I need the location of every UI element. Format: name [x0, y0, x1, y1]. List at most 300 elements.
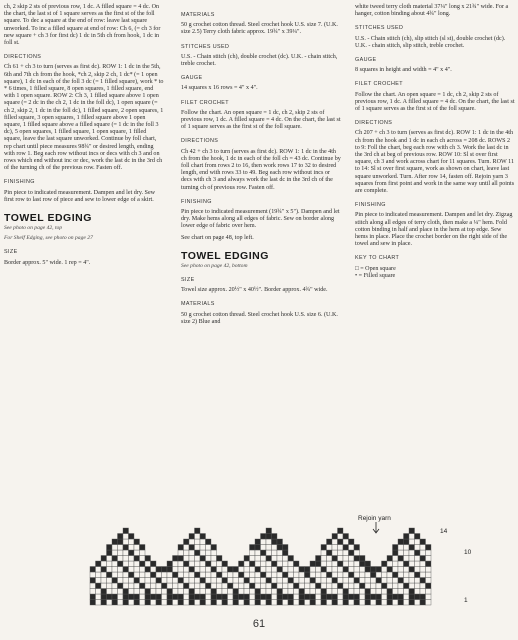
open-square — [299, 572, 305, 578]
filled-square — [134, 539, 140, 545]
open-square — [178, 583, 184, 589]
open-square — [283, 583, 289, 589]
open-square — [118, 589, 124, 595]
filled-square — [376, 600, 382, 606]
open-square — [283, 556, 289, 562]
filled-square — [387, 589, 393, 595]
open-square — [233, 583, 239, 589]
open-square — [261, 561, 267, 567]
open-square — [272, 600, 278, 606]
filled-square — [338, 539, 344, 545]
open-square — [250, 594, 256, 600]
finishing-text: Pin piece to indicated measurement (19¾" x 5"). Dampen and let dry. Make hems along all edges of fabric. Sew on border along lower edge of fabric over hem. — [181, 209, 340, 230]
open-square — [118, 567, 124, 573]
directions-heading: DIRECTIONS — [355, 120, 393, 127]
open-square — [305, 589, 311, 595]
open-square — [266, 550, 272, 556]
page-number: 61 — [252, 618, 266, 630]
open-square — [415, 545, 421, 551]
filled-square — [365, 594, 371, 600]
filled-square — [288, 594, 294, 600]
filled-square — [371, 567, 377, 573]
filled-square — [233, 589, 239, 595]
filled-square — [134, 600, 140, 606]
gauge-text: 8 squares in height and width = 4" x 4". — [355, 67, 452, 74]
filled-square — [371, 572, 377, 578]
open-square — [255, 583, 261, 589]
open-square — [415, 567, 421, 573]
filled-square — [283, 545, 289, 551]
filled-square — [283, 594, 289, 600]
open-square — [217, 567, 223, 573]
filled-square — [277, 589, 283, 595]
filled-square — [195, 528, 201, 534]
open-square — [233, 578, 239, 584]
open-square — [343, 556, 349, 562]
open-square — [255, 572, 261, 578]
filled-square — [310, 578, 316, 584]
open-square — [211, 572, 217, 578]
open-square — [255, 578, 261, 584]
filled-square — [140, 583, 146, 589]
materials-heading: MATERIALS — [181, 301, 215, 308]
open-square — [200, 550, 206, 556]
column-left — [4, 4, 164, 271]
open-square — [321, 550, 327, 556]
open-square — [321, 578, 327, 584]
filled-square — [228, 567, 234, 573]
open-square — [134, 589, 140, 595]
open-square — [283, 600, 289, 606]
open-square — [321, 583, 327, 589]
filled-square — [354, 545, 360, 551]
filled-square — [415, 572, 421, 578]
open-square — [239, 600, 245, 606]
rejoin-yarn-label: Rejoin yarn — [358, 515, 391, 522]
open-square — [371, 583, 377, 589]
open-square — [189, 561, 195, 567]
filled-square — [266, 528, 272, 534]
filled-square — [321, 589, 327, 595]
filled-square — [211, 545, 217, 551]
filled-square — [404, 539, 410, 545]
filled-square — [316, 556, 322, 562]
filled-square — [409, 528, 415, 534]
open-square — [261, 589, 267, 595]
open-square — [349, 545, 355, 551]
open-square — [393, 589, 399, 595]
filled-square — [398, 578, 404, 584]
open-square — [288, 572, 294, 578]
open-square — [420, 567, 426, 573]
filled-square — [349, 594, 355, 600]
filled-square — [426, 583, 432, 589]
filled-square — [222, 594, 228, 600]
open-square — [365, 583, 371, 589]
filled-square — [426, 545, 432, 551]
filled-square — [272, 539, 278, 545]
filled-square — [255, 539, 261, 545]
open-square — [294, 594, 300, 600]
open-square — [343, 583, 349, 589]
open-square — [404, 545, 410, 551]
filled-square — [178, 578, 184, 584]
open-square — [195, 539, 201, 545]
open-square — [140, 556, 146, 562]
open-square — [228, 589, 234, 595]
filled-square — [211, 600, 217, 606]
filled-square — [426, 561, 432, 567]
open-square — [266, 567, 272, 573]
filled-square — [266, 556, 272, 562]
open-square — [393, 561, 399, 567]
open-square — [354, 561, 360, 567]
filled-square — [393, 550, 399, 556]
open-square — [266, 545, 272, 551]
open-square — [261, 583, 267, 589]
filled-square — [123, 528, 129, 534]
open-square — [200, 561, 206, 567]
open-square — [426, 556, 432, 562]
open-square — [382, 578, 388, 584]
open-square — [140, 572, 146, 578]
open-square — [305, 583, 311, 589]
open-square — [189, 572, 195, 578]
open-square — [244, 561, 250, 567]
open-square — [420, 572, 426, 578]
gauge-heading: GAUGE — [355, 57, 377, 64]
open-square — [255, 561, 261, 567]
filled-square — [255, 594, 261, 600]
filled-square — [129, 594, 135, 600]
filled-square — [195, 550, 201, 556]
filled-square — [343, 594, 349, 600]
finishing-heading: FINISHING — [355, 202, 386, 209]
filled-square — [354, 556, 360, 562]
filled-square — [310, 561, 316, 567]
filled-square — [299, 589, 305, 595]
filled-square — [107, 545, 113, 551]
filled-square — [316, 583, 322, 589]
filled-square — [266, 600, 272, 606]
open-square — [321, 572, 327, 578]
filled-square — [387, 594, 393, 600]
open-square — [233, 572, 239, 578]
filled-square — [349, 572, 355, 578]
filled-square — [393, 572, 399, 578]
filled-square — [156, 578, 162, 584]
open-square — [398, 545, 404, 551]
open-square — [371, 589, 377, 595]
stitches-text: U.S. - Chain stitch (ch), slip stitch (sl st), double crochet (dc). U.K. - chain stitch, slip stitch, treble crochet. — [355, 35, 506, 49]
open-square — [151, 600, 157, 606]
open-square — [250, 550, 256, 556]
open-square — [415, 578, 421, 584]
open-square — [195, 600, 201, 606]
filled-square — [387, 567, 393, 573]
open-square — [354, 589, 360, 595]
open-square — [294, 600, 300, 606]
open-square — [184, 589, 190, 595]
open-square — [327, 556, 333, 562]
open-square — [162, 594, 168, 600]
open-square — [140, 594, 146, 600]
open-square — [404, 550, 410, 556]
filled-square — [167, 594, 173, 600]
open-square — [134, 567, 140, 573]
open-square — [338, 572, 344, 578]
open-square — [206, 556, 212, 562]
open-square — [398, 572, 404, 578]
open-square — [112, 561, 118, 567]
open-square — [272, 578, 278, 584]
open-square — [255, 550, 261, 556]
filled-square — [272, 534, 278, 540]
open-square — [277, 572, 283, 578]
open-square — [420, 545, 426, 551]
open-square — [239, 583, 245, 589]
filled-square — [294, 583, 300, 589]
open-square — [107, 556, 113, 562]
open-square — [123, 539, 129, 545]
open-square — [382, 589, 388, 595]
filled-square — [277, 600, 283, 606]
filled-square — [101, 589, 107, 595]
filled-square — [156, 600, 162, 606]
filled-square — [195, 572, 201, 578]
filled-square — [343, 589, 349, 595]
open-square — [288, 589, 294, 595]
open-square — [404, 572, 410, 578]
open-square — [195, 589, 201, 595]
open-square — [112, 545, 118, 551]
open-square — [349, 583, 355, 589]
open-square — [178, 561, 184, 567]
open-square — [305, 600, 311, 606]
filled-square — [112, 600, 118, 606]
filet-text: Follow the chart. An open square = 1 dc, ch 2, skip 2 sts of previous row, 1 dc. A filled square = 4 dc. On the chart, the last st of 1 square serves as the first st of the foll square. — [181, 109, 341, 131]
open-square — [189, 539, 195, 545]
filled-square — [217, 556, 223, 562]
filled-square — [343, 600, 349, 606]
filled-square — [272, 583, 278, 589]
open-square — [222, 572, 228, 578]
open-square — [272, 545, 278, 551]
filet-chart — [82, 522, 462, 615]
filled-square — [420, 539, 426, 545]
filled-square — [415, 534, 421, 540]
filled-square — [244, 600, 250, 606]
filled-square — [327, 594, 333, 600]
filled-square — [409, 545, 415, 551]
open-square — [409, 561, 415, 567]
open-square — [118, 550, 124, 556]
filled-square — [211, 567, 217, 573]
key-open-square: □ = Open square — [355, 265, 396, 272]
open-square — [96, 567, 102, 573]
open-square — [195, 578, 201, 584]
filled-square — [376, 567, 382, 573]
filled-square — [239, 594, 245, 600]
filled-square — [107, 550, 113, 556]
open-square — [310, 589, 316, 595]
filled-square — [140, 545, 146, 551]
open-square — [338, 600, 344, 606]
open-square — [354, 572, 360, 578]
open-square — [162, 600, 168, 606]
open-square — [266, 572, 272, 578]
filled-square — [107, 572, 113, 578]
filled-square — [266, 534, 272, 540]
filled-square — [123, 589, 129, 595]
filled-square — [233, 567, 239, 573]
size-heading: SIZE — [181, 277, 195, 284]
open-square — [316, 567, 322, 573]
open-square — [178, 589, 184, 595]
open-square — [327, 600, 333, 606]
open-square — [426, 578, 432, 584]
open-square — [343, 561, 349, 567]
finishing-text: Pin piece to indicated measurement. Dampen and let dry. Zigzag stitch along all edges of terry cloth, then make a ¼" hem. Fold cotton binding in half and place in the hem at top edge. Sew hems in place. Place the crochet border on the right side of the towel and sew in place. — [355, 212, 513, 248]
open-square — [415, 561, 421, 567]
open-square — [316, 589, 322, 595]
filled-square — [398, 556, 404, 562]
filled-square — [184, 583, 190, 589]
filled-square — [343, 534, 349, 540]
filled-square — [173, 556, 179, 562]
filled-square — [299, 600, 305, 606]
open-square — [195, 545, 201, 551]
open-square — [239, 589, 245, 595]
filled-square — [321, 594, 327, 600]
open-square — [354, 550, 360, 556]
intro-text: white tweed terry cloth material 37¼" long x 21¾" wide. For a hanger, cotton binding about 4¾" long. — [355, 4, 509, 18]
filled-square — [321, 600, 327, 606]
open-square — [134, 572, 140, 578]
filled-square — [123, 600, 129, 606]
open-square — [277, 578, 283, 584]
open-square — [184, 550, 190, 556]
open-square — [195, 561, 201, 567]
rejoin-arrow-icon — [373, 522, 379, 533]
open-square — [261, 567, 267, 573]
open-square — [332, 589, 338, 595]
filled-square — [393, 545, 399, 551]
filled-square — [272, 561, 278, 567]
open-square — [349, 578, 355, 584]
filled-square — [211, 589, 217, 595]
filled-square — [145, 556, 151, 562]
filled-square — [382, 583, 388, 589]
open-square — [338, 567, 344, 573]
open-square — [250, 600, 256, 606]
filled-square — [277, 567, 283, 573]
filled-square — [420, 556, 426, 562]
filled-square — [409, 600, 415, 606]
filled-square — [167, 567, 173, 573]
filled-square — [129, 572, 135, 578]
filled-square — [277, 545, 283, 551]
open-square — [145, 561, 151, 567]
open-square — [101, 578, 107, 584]
open-square — [338, 550, 344, 556]
open-square — [310, 583, 316, 589]
open-square — [151, 583, 157, 589]
open-square — [244, 572, 250, 578]
open-square — [184, 545, 190, 551]
filet-chart-grid — [82, 522, 462, 610]
open-square — [393, 583, 399, 589]
open-square — [266, 561, 272, 567]
open-square — [140, 578, 146, 584]
open-square — [426, 589, 432, 595]
filled-square — [261, 550, 267, 556]
filled-square — [233, 600, 239, 606]
open-square — [316, 578, 322, 584]
filled-square — [239, 561, 245, 567]
open-square — [272, 589, 278, 595]
filled-square — [123, 594, 129, 600]
open-square — [415, 539, 421, 545]
open-square — [134, 545, 140, 551]
open-square — [107, 578, 113, 584]
open-square — [393, 578, 399, 584]
filled-square — [145, 600, 151, 606]
open-square — [96, 572, 102, 578]
filled-square — [101, 600, 107, 606]
open-square — [162, 572, 168, 578]
open-square — [250, 567, 256, 573]
open-square — [228, 578, 234, 584]
filled-square — [266, 578, 272, 584]
open-square — [420, 583, 426, 589]
open-square — [272, 556, 278, 562]
open-square — [393, 567, 399, 573]
filled-square — [206, 539, 212, 545]
filled-square — [360, 561, 366, 567]
open-square — [206, 578, 212, 584]
open-square — [261, 556, 267, 562]
filled-square — [288, 600, 294, 606]
filled-square — [283, 550, 289, 556]
open-square — [415, 600, 421, 606]
open-square — [261, 539, 267, 545]
filled-square — [404, 583, 410, 589]
open-square — [332, 545, 338, 551]
open-square — [118, 572, 124, 578]
chart-reference: See chart on page 48, top left. — [181, 234, 254, 241]
filet-text: Follow the chart. An open square = 1 dc, ch 2, skip 2 sts of previous row, 1 dc. A filled square = 4 dc. On the chart, the last st of 1 square serves as the first st of the foll square. — [355, 91, 515, 113]
open-square — [321, 561, 327, 567]
open-square — [200, 539, 206, 545]
open-square — [90, 572, 96, 578]
open-square — [272, 572, 278, 578]
open-square — [426, 567, 432, 573]
filled-square — [200, 556, 206, 562]
intro-text: ch, 2 skip 2 sts of previous row, 1 dc. A filled square = 4 dc. On the chart, the last st of 1 square serves as the first st of the foll square. To dec a square at the end of row: leave last square unworked. To inc a filled square at end of row: Ch 6, (= ch 3 for new square + ch 3 for first dc) 1 dc in 5th ch from hook, 1 dc in foll st. — [4, 4, 161, 47]
open-square — [129, 589, 135, 595]
open-square — [349, 600, 355, 606]
open-square — [123, 583, 129, 589]
open-square — [277, 550, 283, 556]
open-square — [228, 572, 234, 578]
directions-text: Ch 61 + ch 3 to turn (serves as first dc). ROW 1: 1 dc in the 5th, 6th and 7th ch from the hook, *ch 2, skip 2 ch, 1 dc* (= 1 open square), 1 dc in each of the foll 3 dc (= 1 filled square), work * to * 6 times, 1 filled square, 8 open squares, 1 filled square, end with 1 open square. ROW 2: Ch 3, 1 filled square above 1 open square (= 2 dc in the ch 2, 1 dc in the foll dc), 1 open square (= ch 2, skip 2, 1 dc in the foll dc), 1 filled square, 2 open squares, 1 filled square, 3 open squares, 1 filled square above 1 open square, 1 filled square above a filled square (= 1 dc in the foll 3 dc), 5 open squares, 1 filled square, 1 open square, 1 filled square, leave the last square unworked. Continue by foll chart, rep chart until piece measures 98¾" or desired length, ending with row 1. Beg each row without incs or decs with ch 3 and on rows which end without inc or dec, work the last dc in the 3rd ch of the turning ch of the previous row. Fasten off. — [4, 64, 164, 172]
filled-square — [140, 561, 146, 567]
open-square — [299, 578, 305, 584]
open-square — [272, 567, 278, 573]
open-square — [206, 600, 212, 606]
open-square — [184, 600, 190, 606]
